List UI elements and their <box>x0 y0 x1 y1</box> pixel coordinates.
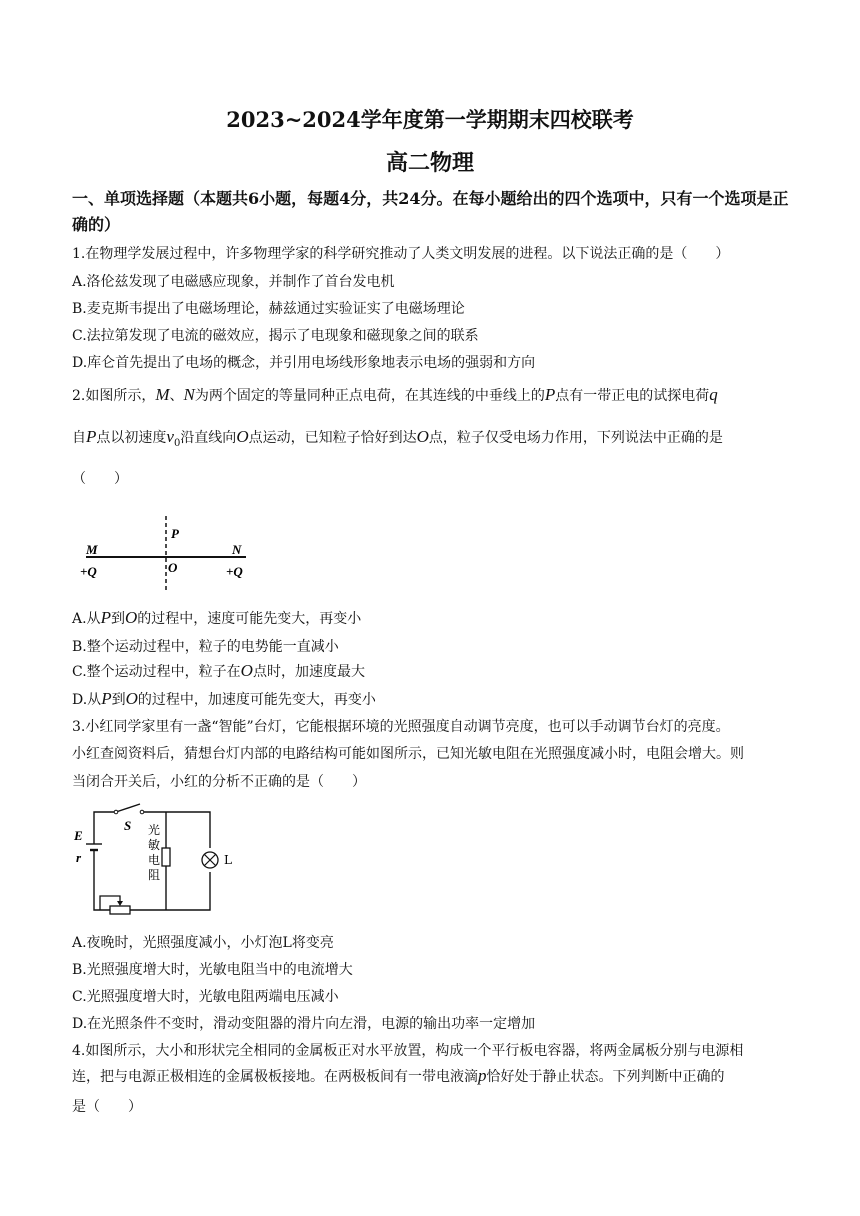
circuit-wire <box>94 812 114 844</box>
q3-circuit-figure <box>70 800 240 922</box>
q4-stem-text: 连，把与电源正极相连的金属极板接地。在两极板间有一带电液滴 <box>72 1069 478 1085</box>
label-plus-q-right: +Q <box>226 564 243 579</box>
q2-var-o: O <box>124 608 138 627</box>
option-text: 的过程中，速度可能先变大，再变小 <box>137 611 362 627</box>
q2-var-q: q <box>709 385 718 404</box>
label-ldr: 阻 <box>148 868 161 882</box>
q4-stem-text: 恰好处于静止状态。下列判断中正确的 <box>486 1069 725 1085</box>
label-m: M <box>86 542 98 557</box>
q2-var-o: O <box>125 689 138 708</box>
q1-option-c: C.法拉第发现了电流的磁效应，揭示了电现象和磁现象之间的联系 <box>72 328 479 344</box>
q2-sep: 、 <box>169 388 184 404</box>
circuit-wire <box>94 850 110 910</box>
q2-stem-text: 点，粒子仅受电场力作用，下列说法中正确的是 <box>428 430 723 446</box>
q1-option-a: A.洛伦兹发现了电磁感应现象，并制作了首台发电机 <box>72 274 395 290</box>
label-p: P <box>171 526 179 541</box>
q3-stem-line3: 当闭合开关后，小红的分析不正确的是（ ） <box>72 774 366 790</box>
q2-var-v-sub: 0 <box>173 437 181 449</box>
switch-s <box>116 804 140 812</box>
q2-stem-line1 <box>72 385 718 405</box>
label-o: O <box>168 560 178 575</box>
switch-contact <box>140 810 144 814</box>
rheostat-arrow <box>117 901 123 906</box>
q2-option-b: B.整个运动过程中，粒子的电势能一直减小 <box>72 639 339 655</box>
q3-option-c: C.光照强度增大时，光敏电阻两端电压减小 <box>72 989 339 1005</box>
q2-var-p: P <box>86 427 97 446</box>
label-ldr: 电 <box>148 853 161 867</box>
label-e: E <box>74 828 83 843</box>
q3-stem-line1: 3.小红同学家里有一盏“智能”台灯，它能根据环境的光照强度自动调节亮度，也可以手动调节台灯的亮度。 <box>72 719 730 735</box>
q2-stem-line2 <box>72 427 723 449</box>
q4-stem-line2 <box>72 1066 725 1086</box>
section-heading: 一、单项选择题（本题共6小题，每题4分，共24分。在每小题给出的四个选项中，只有一个选项是正确的） <box>72 189 789 234</box>
circuit-wire <box>130 872 210 910</box>
q2-stem-text: 点运动，已知粒子恰好到达 <box>248 430 417 446</box>
exam-title: 2023~2024学年度第一学期期末四校联考 <box>226 107 634 132</box>
option-text: 到 <box>110 611 125 627</box>
q2-var-o: O <box>240 661 253 680</box>
q2-stem-text: 自 <box>72 430 86 446</box>
q4-var-p: p <box>478 1066 487 1085</box>
q2-stem-text: 点以初速度 <box>96 430 167 446</box>
q2-var-p: P <box>101 689 112 708</box>
q3-stem-line2: 小红查阅资料后，猜想台灯内部的电路结构可能如图所示，已知光敏电阻在光照强度减小时，电阻会增大。则 <box>72 746 744 762</box>
q2-stem-text: 点有一带正电的试探电荷 <box>555 388 710 404</box>
rheostat <box>110 906 130 914</box>
label-n: N <box>232 542 242 557</box>
q2-var-m: M <box>155 385 170 404</box>
q2-stem-text: 为两个固定的等量同种正点电荷，在其连线的中垂线上的 <box>194 388 545 404</box>
option-text: D.从 <box>72 692 102 708</box>
label-l: L <box>224 853 232 867</box>
label-r: r <box>76 850 82 865</box>
label-ldr: 光 <box>148 823 161 837</box>
q3-option-b: B.光照强度增大时，光敏电阻当中的电流增大 <box>72 962 353 978</box>
q2-stem-line3: （ ） <box>72 471 128 487</box>
q3-option-a: A.夜晚时，光照强度减小，小灯泡L将变亮 <box>72 935 334 951</box>
q2-stem-text: 沿直线向 <box>180 430 237 446</box>
q2-figure <box>74 512 264 594</box>
photoresistor <box>162 848 170 866</box>
q4-stem-line3: 是（ ） <box>72 1099 142 1115</box>
option-text: 到 <box>111 692 126 708</box>
q2-option-c <box>72 661 365 681</box>
option-text: A.从 <box>72 611 101 627</box>
option-text: C.整个运动过程中，粒子在 <box>72 664 241 680</box>
q2-var-p: P <box>544 385 556 404</box>
q2-var-p: P <box>100 608 111 627</box>
q4-stem-line1: 4.如图所示，大小和形状完全相同的金属板正对水平放置，构成一个平行板电容器，将两金属板分别与电源相 <box>72 1043 744 1059</box>
q3-option-d: D.在光照条件不变时，滑动变阻器的滑片向左滑，电源的输出功率一定增加 <box>72 1016 536 1032</box>
q2-var-v: v <box>166 427 174 446</box>
q2-option-a <box>72 608 361 628</box>
label-ldr: 敏 <box>148 838 161 852</box>
q2-var-o: O <box>416 427 429 446</box>
q2-stem-text: 2.如图所示， <box>72 388 156 404</box>
q2-option-d <box>72 689 376 709</box>
option-text: 点时，加速度最大 <box>252 664 365 680</box>
q2-var-n: N <box>183 385 195 404</box>
label-s: S <box>124 818 132 833</box>
q1-option-d: D.库仑首先提出了电场的概念，并引用电场线形象地表示电场的强弱和方向 <box>72 355 536 371</box>
q1-stem: 1.在物理学发展过程中，许多物理学家的科学研究推动了人类文明发展的进程。以下说法正确的是（ ） <box>72 246 730 262</box>
switch-contact <box>114 810 118 814</box>
subject-title: 高二物理 <box>385 150 474 176</box>
option-text: 的过程中，加速度可能先变大，再变小 <box>137 692 376 708</box>
q1-option-b: B.麦克斯韦提出了电磁场理论，赫兹通过实验证实了电磁场理论 <box>72 301 465 317</box>
q2-var-o: O <box>236 427 249 446</box>
label-plus-q-left: +Q <box>80 564 97 579</box>
